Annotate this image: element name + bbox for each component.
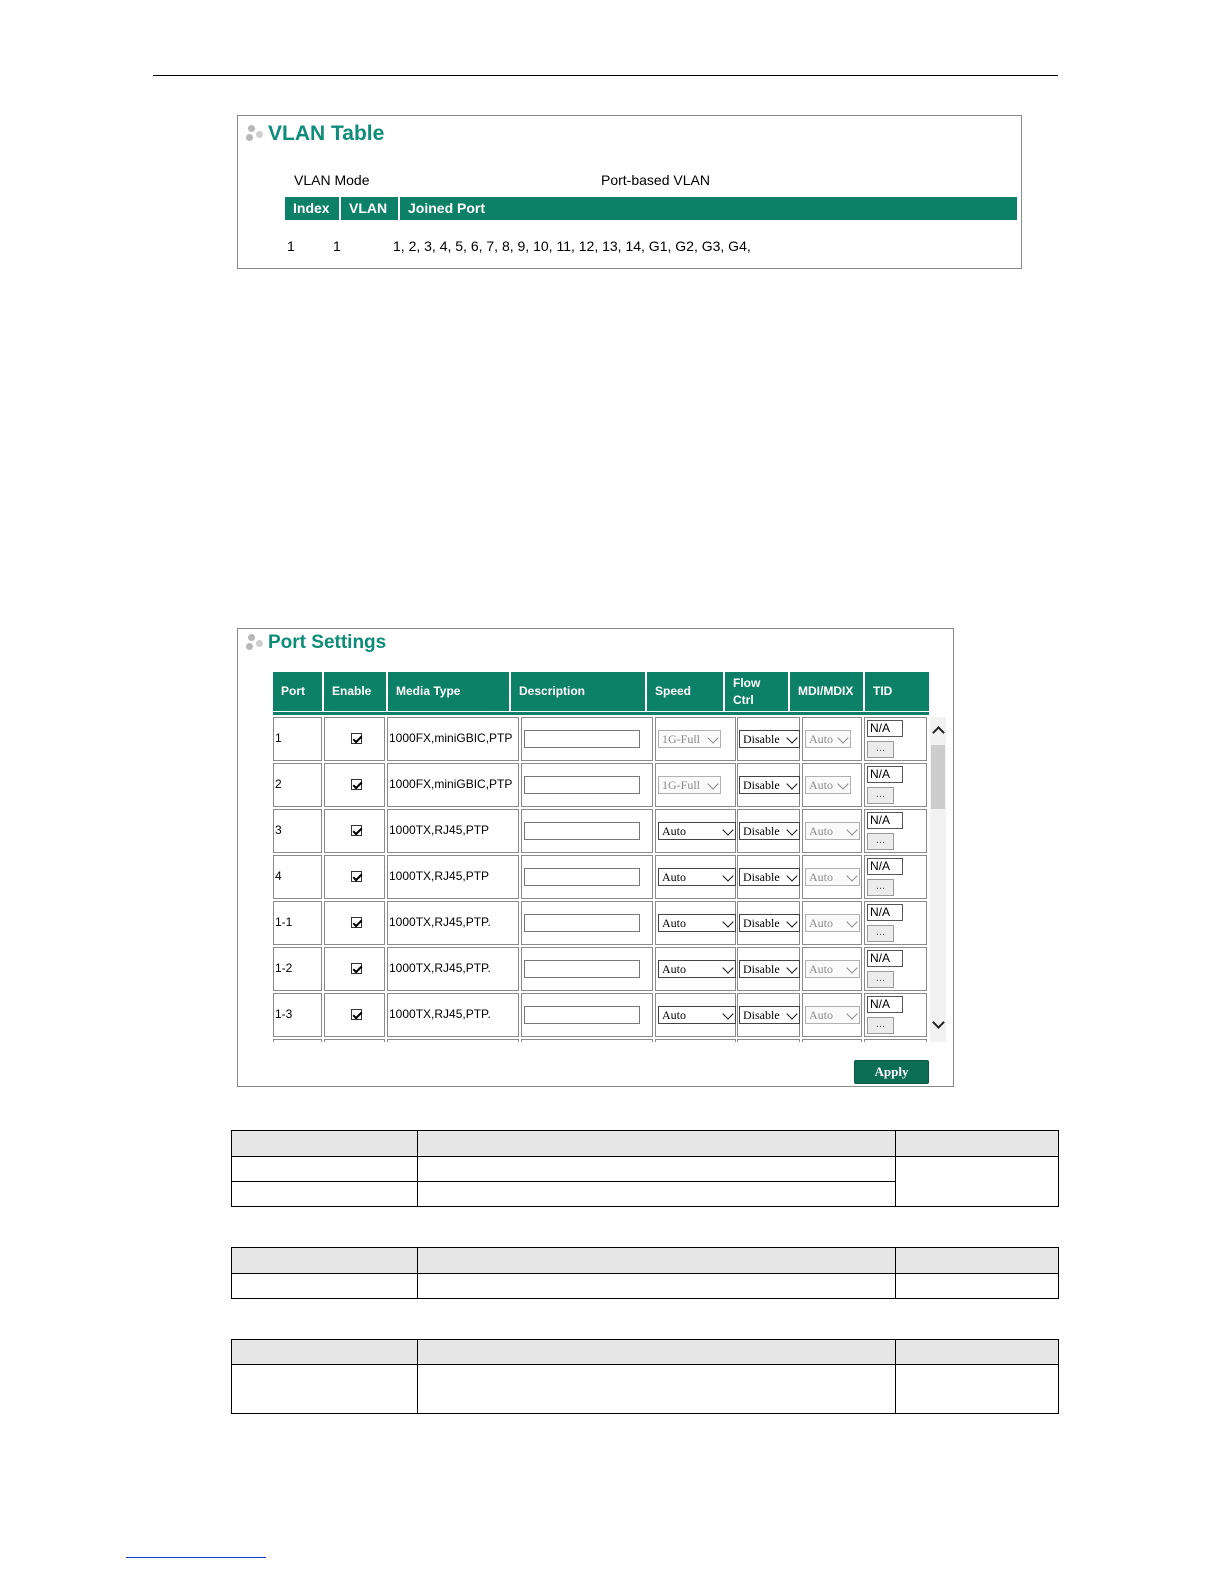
description-input[interactable] [524, 914, 640, 932]
media-type-cell [387, 901, 519, 945]
port-table-header [273, 672, 929, 711]
media-type-label: 1000TX,RJ45,PTP. [389, 1007, 491, 1021]
partial-row-cell [387, 1039, 519, 1042]
speed-cell [655, 855, 736, 899]
partial-row-cell [802, 1039, 862, 1042]
speed-select[interactable]: Auto [658, 1006, 736, 1024]
port-row [273, 763, 929, 807]
speed-cell [655, 717, 736, 761]
tid-browse-button[interactable]: ... [867, 971, 894, 988]
chevron-down-icon [846, 916, 857, 927]
port-label: 1-3 [275, 1007, 293, 1021]
vlan-index-cell: 1 [287, 238, 295, 254]
doc-table-1 [231, 1130, 1059, 1207]
mdi-mdix-select: Auto [805, 776, 851, 794]
vlan-table-title: VLAN Table [246, 122, 384, 146]
tid-cell [864, 993, 927, 1037]
port-row [273, 809, 929, 853]
enable-checkbox[interactable] [351, 733, 362, 744]
chevron-down-icon [786, 824, 797, 835]
flow-ctrl-select[interactable]: Disable [739, 1006, 800, 1024]
port-cell [273, 855, 322, 899]
header-speed: Speed [647, 672, 725, 711]
description-cell [521, 993, 653, 1037]
tid-input[interactable]: N/A [867, 812, 903, 829]
port-label: 2 [275, 777, 282, 791]
partial-row-cell [324, 1039, 385, 1042]
tid-browse-button[interactable]: ... [867, 1017, 894, 1034]
port-cell [273, 763, 322, 807]
header-rule [153, 75, 1058, 76]
mdi-mdix-cell [802, 947, 862, 991]
vlan-mode-label: VLAN Mode [294, 172, 370, 188]
media-type-cell [387, 947, 519, 991]
description-input[interactable] [524, 960, 640, 978]
enable-cell [324, 993, 385, 1037]
flow-ctrl-cell [737, 717, 800, 761]
media-type-label: 1000TX,RJ45,PTP [389, 869, 490, 883]
port-table-body [273, 717, 929, 1042]
partial-row-cell [273, 1039, 322, 1042]
flow-ctrl-select[interactable]: Disable [739, 868, 800, 886]
speed-select[interactable]: Auto [658, 914, 736, 932]
vlan-table-header [285, 197, 1017, 220]
port-row [273, 855, 929, 899]
mdi-mdix-select: Auto [805, 1006, 860, 1024]
flow-ctrl-select[interactable]: Disable [739, 776, 800, 794]
port-label: 3 [275, 823, 282, 837]
header-description: Description [511, 672, 647, 711]
chevron-down-icon [722, 962, 733, 973]
flow-ctrl-cell [737, 947, 800, 991]
chevron-down-icon [846, 1008, 857, 1019]
header-enable: Enable [324, 672, 388, 711]
tid-browse-button[interactable]: ... [867, 833, 894, 850]
port-label: 4 [275, 869, 282, 883]
doc-table-2 [231, 1247, 1059, 1299]
port-row [273, 901, 929, 945]
partial-row-cell [655, 1039, 736, 1042]
description-input[interactable] [524, 776, 640, 794]
port-label: 1-2 [275, 961, 293, 975]
mdi-mdix-select: Auto [805, 960, 860, 978]
enable-cell [324, 901, 385, 945]
media-type-label: 1000FX,miniGBIC,PTP [389, 777, 513, 791]
flow-ctrl-select[interactable]: Disable [739, 822, 800, 840]
speed-cell [655, 993, 736, 1037]
chevron-down-icon [837, 778, 848, 789]
description-cell [521, 809, 653, 853]
tid-input[interactable]: N/A [867, 858, 903, 875]
header-underline [273, 712, 929, 715]
description-input[interactable] [524, 730, 640, 748]
mdi-mdix-select: Auto [805, 730, 851, 748]
tid-browse-button[interactable]: ... [867, 741, 894, 758]
port-settings-title: Port Settings [246, 632, 386, 654]
media-type-label: 1000TX,RJ45,PTP. [389, 961, 491, 975]
partial-row-cell [521, 1039, 653, 1042]
chevron-down-icon [846, 824, 857, 835]
apply-button[interactable]: Apply [854, 1060, 929, 1084]
port-cell [273, 717, 322, 761]
doc-table-3 [231, 1339, 1059, 1414]
header-mdi-mdix: MDI/MDIX [790, 672, 865, 711]
mdi-mdix-cell [802, 809, 862, 853]
tid-input[interactable]: N/A [867, 950, 903, 967]
speed-select[interactable]: Auto [658, 822, 736, 840]
port-row [273, 1039, 929, 1042]
vlan-id-cell: 1 [333, 238, 341, 254]
table-scrollbar[interactable] [930, 717, 946, 1042]
media-type-label: 1000TX,RJ45,PTP. [389, 915, 491, 929]
enable-checkbox[interactable] [351, 1009, 362, 1020]
enable-checkbox[interactable] [351, 963, 362, 974]
scroll-up-icon[interactable] [932, 726, 945, 739]
tid-cell [864, 947, 927, 991]
tid-cell [864, 901, 927, 945]
flow-ctrl-cell [737, 901, 800, 945]
vlan-mode-value: Port-based VLAN [601, 172, 710, 188]
footer-link-underline [126, 1557, 266, 1558]
enable-cell [324, 717, 385, 761]
header-flow-ctrl: Flow Ctrl [725, 672, 790, 711]
tid-input[interactable]: N/A [867, 996, 903, 1013]
flow-ctrl-cell [737, 763, 800, 807]
enable-cell [324, 763, 385, 807]
flow-ctrl-select[interactable]: Disable [739, 914, 800, 932]
header-tid: TID [865, 672, 929, 711]
header-vlan: VLAN [341, 197, 400, 220]
scroll-thumb[interactable] [931, 745, 945, 809]
flow-ctrl-cell [737, 855, 800, 899]
port-cell [273, 993, 322, 1037]
speed-cell [655, 901, 736, 945]
flow-ctrl-cell [737, 809, 800, 853]
chevron-down-icon [786, 916, 797, 927]
description-cell [521, 763, 653, 807]
tid-browse-button[interactable]: ... [867, 879, 894, 896]
tid-cell [864, 855, 927, 899]
speed-select[interactable]: Auto [658, 960, 736, 978]
tid-cell [864, 717, 927, 761]
port-label: 1-1 [275, 915, 293, 929]
speed-cell [655, 763, 736, 807]
vlan-table-panel [237, 115, 1022, 269]
header-media-type: Media Type [388, 672, 511, 711]
scroll-down-icon[interactable] [932, 1016, 945, 1029]
chevron-down-icon [722, 824, 733, 835]
chevron-down-icon [786, 732, 797, 743]
port-row [273, 993, 929, 1037]
tid-cell [864, 809, 927, 853]
header-port: Port [273, 672, 324, 711]
chevron-down-icon [786, 778, 797, 789]
description-input[interactable] [524, 1006, 640, 1024]
chevron-down-icon [846, 962, 857, 973]
tid-input[interactable]: N/A [867, 904, 903, 921]
bullet-icon [246, 125, 264, 143]
chevron-down-icon [786, 870, 797, 881]
description-cell [521, 855, 653, 899]
partial-row-cell [737, 1039, 800, 1042]
media-type-cell [387, 809, 519, 853]
media-type-cell [387, 763, 519, 807]
tid-input[interactable]: N/A [867, 720, 903, 737]
chevron-down-icon [707, 778, 718, 789]
chevron-down-icon [707, 732, 718, 743]
chevron-down-icon [846, 870, 857, 881]
enable-checkbox[interactable] [351, 917, 362, 928]
port-cell [273, 901, 322, 945]
vlan-joined-cell: 1, 2, 3, 4, 5, 6, 7, 8, 9, 10, 11, 12, 13, 14, G1, G2, G3, G4, [393, 238, 751, 254]
media-type-cell [387, 717, 519, 761]
bullet-icon [246, 634, 264, 652]
port-row [273, 947, 929, 991]
media-type-label: 1000TX,RJ45,PTP [389, 823, 490, 837]
port-cell [273, 947, 322, 991]
speed-cell [655, 947, 736, 991]
tid-browse-button[interactable]: ... [867, 787, 894, 804]
description-cell [521, 901, 653, 945]
tid-input[interactable]: N/A [867, 766, 903, 783]
chevron-down-icon [786, 1008, 797, 1019]
enable-checkbox[interactable] [351, 825, 362, 836]
header-index: Index [285, 197, 341, 220]
mdi-mdix-select: Auto [805, 822, 860, 840]
enable-checkbox[interactable] [351, 871, 362, 882]
chevron-down-icon [722, 916, 733, 927]
port-label: 1 [275, 731, 282, 745]
speed-select[interactable]: Auto [658, 868, 736, 886]
mdi-mdix-cell [802, 763, 862, 807]
port-cell [273, 809, 322, 853]
header-joined-port: Joined Port [408, 200, 486, 216]
description-input[interactable] [524, 822, 640, 840]
flow-ctrl-select[interactable]: Disable [739, 730, 800, 748]
enable-cell [324, 947, 385, 991]
description-input[interactable] [524, 868, 640, 886]
speed-select: 1G-Full [658, 776, 721, 794]
media-type-cell [387, 855, 519, 899]
tid-cell [864, 763, 927, 807]
partial-row-cell [864, 1039, 927, 1042]
flow-ctrl-cell [737, 993, 800, 1037]
mdi-mdix-cell [802, 717, 862, 761]
mdi-mdix-select: Auto [805, 914, 860, 932]
port-row [273, 717, 929, 761]
speed-cell [655, 809, 736, 853]
speed-select: 1G-Full [658, 730, 721, 748]
flow-ctrl-select[interactable]: Disable [739, 960, 800, 978]
description-cell [521, 717, 653, 761]
mdi-mdix-cell [802, 855, 862, 899]
chevron-down-icon [786, 962, 797, 973]
enable-cell [324, 855, 385, 899]
media-type-label: 1000FX,miniGBIC,PTP [389, 731, 513, 745]
enable-checkbox[interactable] [351, 779, 362, 790]
tid-browse-button[interactable]: ... [867, 925, 894, 942]
chevron-down-icon [722, 1008, 733, 1019]
port-settings-panel [237, 628, 954, 1087]
description-cell [521, 947, 653, 991]
chevron-down-icon [722, 870, 733, 881]
mdi-mdix-select: Auto [805, 868, 860, 886]
enable-cell [324, 809, 385, 853]
chevron-down-icon [837, 732, 848, 743]
mdi-mdix-cell [802, 993, 862, 1037]
mdi-mdix-cell [802, 901, 862, 945]
media-type-cell [387, 993, 519, 1037]
